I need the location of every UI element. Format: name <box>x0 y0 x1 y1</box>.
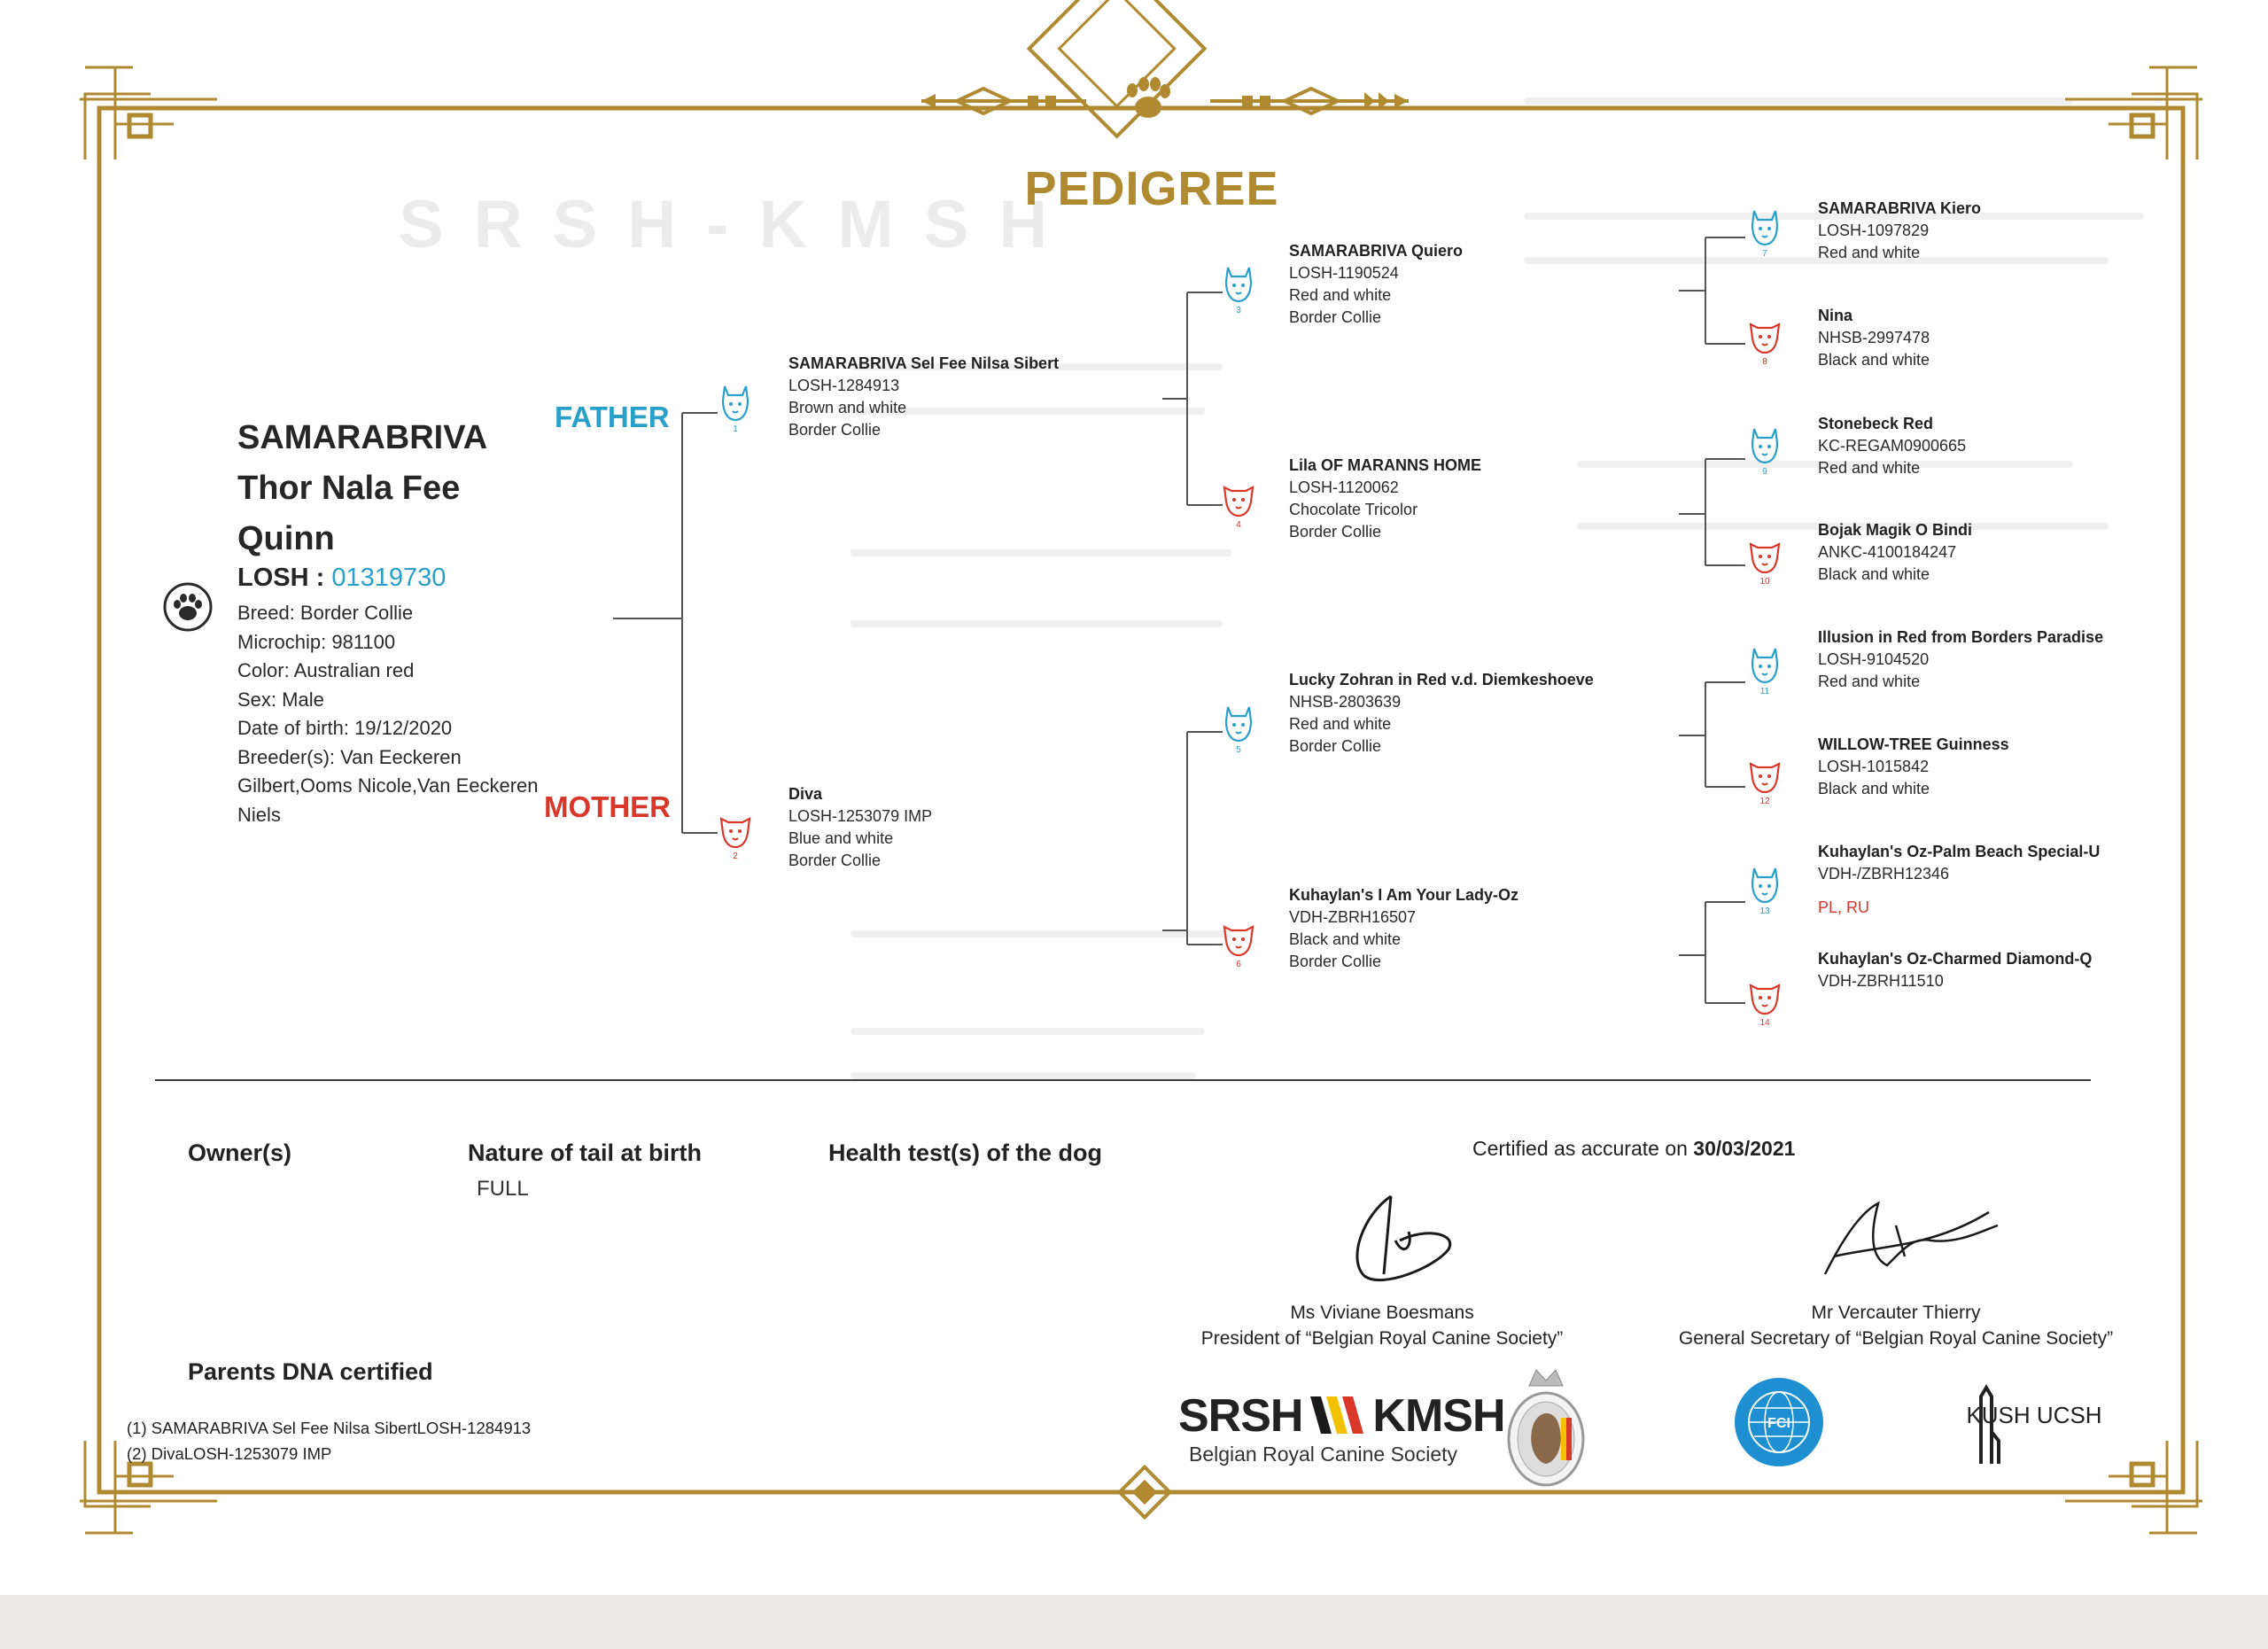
ancestor-registration: NHSB-2803639 <box>1289 693 1402 711</box>
secretary-name: Mr Vercauter Thierry <box>1811 1303 1981 1323</box>
ancestor-registration: LOSH-1097829 <box>1818 222 1930 239</box>
color: Color: Australian red <box>237 659 415 681</box>
male-dog-icon <box>718 383 753 434</box>
ancestor-color: Brown and white <box>788 399 907 416</box>
ancestor-registration: LOSH-9104520 <box>1818 650 1930 668</box>
signature-secretary <box>1807 1186 2002 1292</box>
ancestor-entry-11 <box>1818 626 2103 693</box>
president-title: President of “Belgian Royal Canine Society” <box>1200 1328 1564 1349</box>
kmsh-text: KMSH <box>1372 1390 1505 1442</box>
ancestor-name: Stonebeck Red <box>1818 415 1934 432</box>
ancestor-registration: LOSH-1190524 <box>1289 264 1399 282</box>
ancestor-entry-14 <box>1818 948 2092 992</box>
kush-logo-icon <box>1966 1379 2102 1471</box>
ancestor-entry-1 <box>788 353 1059 441</box>
ancestor-color: Blue and white <box>788 829 894 847</box>
ancestor-note: PL, RU <box>1818 898 1870 916</box>
ancestor-entry-12 <box>1818 734 2009 800</box>
ancestor-entry-10 <box>1818 519 1972 586</box>
owners-label: Owner(s) <box>188 1140 292 1166</box>
scan-margin <box>0 1595 2268 1649</box>
certified-date: 30/03/2021 <box>1693 1137 1796 1160</box>
ancestor-name: Lila OF MARANNS HOME <box>1289 456 1482 474</box>
ancestor-registration: KC-REGAM0900665 <box>1818 437 1967 455</box>
ancestor-breed: Border Collie <box>1289 737 1382 755</box>
generation-number: 5 <box>1236 745 1241 755</box>
losh-label: LOSH : <box>237 564 332 592</box>
pedigree-title: PEDIGREE <box>1024 162 1279 215</box>
ancestor-entry-3 <box>1289 240 1463 329</box>
generation-number: 14 <box>1759 1018 1770 1028</box>
dna-label: Parents DNA certified <box>188 1358 433 1385</box>
generation-number: 12 <box>1759 797 1770 806</box>
ancestor-name: Lucky Zohran in Red v.d. Diemkeshoeve <box>1289 671 1594 688</box>
mother-label: MOTHER <box>544 790 671 823</box>
ancestor-color: Black and white <box>1818 351 1930 369</box>
watermark-text: SRSH-KMSH <box>399 187 1078 262</box>
generation-number: 8 <box>1762 357 1767 367</box>
secretary-title: General Secretary of “Belgian Royal Canine Society” <box>1678 1328 2114 1349</box>
ancestor-entry-13 <box>1818 841 2100 919</box>
ancestor-registration: LOSH-1120062 <box>1289 478 1399 496</box>
health-label: Health test(s) of the dog <box>828 1140 1102 1166</box>
male-dog-icon <box>1221 264 1256 315</box>
generation-number: 2 <box>733 852 738 861</box>
female-dog-icon <box>1747 755 1783 806</box>
male-dog-icon <box>1747 645 1783 696</box>
ancestor-name: Kuhaylan's Oz-Charmed Diamond-Q <box>1818 950 2093 968</box>
ancestor-name: SAMARABRIVA Kiero <box>1818 199 1982 217</box>
dna-line-2: (2) DivaLOSH-1253079 IMP <box>127 1444 332 1463</box>
sex: Sex: Male <box>237 688 324 711</box>
generation-number: 10 <box>1759 577 1770 587</box>
generation-number: 7 <box>1762 249 1767 259</box>
female-dog-icon <box>1747 315 1783 367</box>
srsh-text: SRSH <box>1178 1390 1303 1442</box>
signatory-president <box>1152 1300 1612 1351</box>
generation-number: 4 <box>1236 520 1241 530</box>
female-dog-icon <box>1747 535 1783 587</box>
dog-name-line1: SAMARABRIVA <box>237 419 488 456</box>
ancestor-registration: LOSH-1284913 <box>788 377 900 394</box>
ancestor-breed: Border Collie <box>1289 523 1382 541</box>
president-name: Ms Viviane Boesmans <box>1290 1303 1474 1323</box>
ancestor-color: Black and white <box>1289 930 1402 948</box>
ancestor-breed: Border Collie <box>1289 953 1382 970</box>
ancestor-name: Diva <box>788 785 823 803</box>
ancestor-registration: ANKC-4100184247 <box>1818 543 1957 561</box>
ancestor-color: Black and white <box>1818 780 1930 797</box>
female-dog-icon <box>1221 918 1256 969</box>
ancestor-name: WILLOW-TREE Guinness <box>1818 735 2009 753</box>
male-dog-icon <box>1747 865 1783 916</box>
signature-president <box>1329 1178 1471 1294</box>
dog-name-line2: Thor Nala Fee <box>237 470 461 507</box>
ancestor-name: SAMARABRIVA Sel Fee Nilsa Sibert <box>788 354 1060 372</box>
date-of-birth: Date of birth: 19/12/2020 <box>237 717 453 739</box>
ancestor-entry-5 <box>1289 669 1594 758</box>
ancestor-entry-7 <box>1818 198 1981 264</box>
generation-number: 11 <box>1759 687 1770 696</box>
generation-number: 13 <box>1759 906 1770 916</box>
tail-label: Nature of tail at birth <box>468 1140 703 1166</box>
ancestor-name: Illusion in Red from Borders Paradise <box>1818 628 2104 646</box>
ancestor-entry-9 <box>1818 413 1966 479</box>
ancestor-color: Red and white <box>1818 459 1921 477</box>
losh-number: 01319730 <box>331 564 447 592</box>
generation-number: 6 <box>1236 960 1241 969</box>
ancestor-color: Red and white <box>1289 286 1392 304</box>
generation-number: 1 <box>733 424 738 434</box>
male-dog-icon <box>1747 207 1783 259</box>
ancestor-registration: VDH-/ZBRH12346 <box>1818 865 1950 883</box>
ancestor-name: Bojak Magik O Bindi <box>1818 521 1973 539</box>
female-dog-icon <box>1747 976 1783 1028</box>
certified-prefix: Certified as accurate on <box>1472 1137 1694 1160</box>
ancestor-registration: NHSB-2997478 <box>1818 329 1930 346</box>
breed: Breed: Border Collie <box>237 602 414 624</box>
female-dog-icon <box>718 810 753 861</box>
microchip: Microchip: 981100 <box>237 630 396 653</box>
female-dog-icon <box>1221 478 1256 530</box>
ancestor-registration: LOSH-1015842 <box>1818 758 1930 775</box>
ancestor-color: Red and white <box>1289 715 1392 733</box>
ancestor-color: Red and white <box>1818 244 1921 261</box>
ancestor-name: Kuhaylan's I Am Your Lady-Oz <box>1289 886 1518 904</box>
dna-list <box>127 1415 531 1466</box>
ancestor-name: Kuhaylan's Oz-Palm Beach Special-U <box>1818 843 2101 860</box>
ancestor-color: Chocolate Tricolor <box>1289 501 1418 518</box>
ancestor-name: Nina <box>1818 307 1853 324</box>
ancestor-entry-4 <box>1289 455 1481 543</box>
certified-line <box>1472 1137 1795 1161</box>
ancestor-registration: LOSH-1253079 IMP <box>788 807 933 825</box>
ancestor-color: Black and white <box>1818 565 1930 583</box>
ancestor-breed: Border Collie <box>788 421 882 439</box>
royal-seal-icon <box>1503 1365 1589 1489</box>
generation-number: 9 <box>1762 467 1767 477</box>
srsh-subtitle: Belgian Royal Canine Society <box>1189 1443 1458 1466</box>
dog-name-line3: Quinn <box>237 520 335 557</box>
ancestor-registration: VDH-ZBRH16507 <box>1289 908 1417 926</box>
fci-text: FCI <box>1767 1416 1790 1431</box>
breeders: Breeder(s): Van Eeckeren Gilbert,Ooms Nicole,Van Eeckeren Niels <box>237 745 539 826</box>
dna-line-1: (1) SAMARABRIVA Sel Fee Nilsa SibertLOSH-1284913 <box>127 1419 532 1437</box>
tricolor-stripes-icon <box>1307 1396 1369 1434</box>
ancestor-breed: Border Collie <box>1289 308 1382 326</box>
ancestor-entry-8 <box>1818 305 1930 371</box>
ancestor-entry-6 <box>1289 884 1518 973</box>
ancestor-registration: VDH-ZBRH11510 <box>1818 972 1944 990</box>
ancestor-color: Red and white <box>1818 673 1921 690</box>
ancestor-entry-2 <box>788 783 932 872</box>
male-dog-icon <box>1747 425 1783 477</box>
ancestor-breed: Border Collie <box>788 852 882 869</box>
father-label: FATHER <box>555 401 670 433</box>
signatory-secretary <box>1621 1300 2171 1351</box>
male-dog-icon <box>1221 704 1256 755</box>
generation-number: 3 <box>1236 306 1241 315</box>
section-divider <box>155 1079 2091 1081</box>
kush-text: KUSH UCSH <box>1966 1402 2102 1428</box>
fci-logo-icon <box>1733 1376 1825 1468</box>
tail-value: FULL <box>477 1177 529 1201</box>
srsh-kmsh-logo <box>1178 1389 1505 1466</box>
ancestor-name: SAMARABRIVA Quiero <box>1289 242 1464 260</box>
